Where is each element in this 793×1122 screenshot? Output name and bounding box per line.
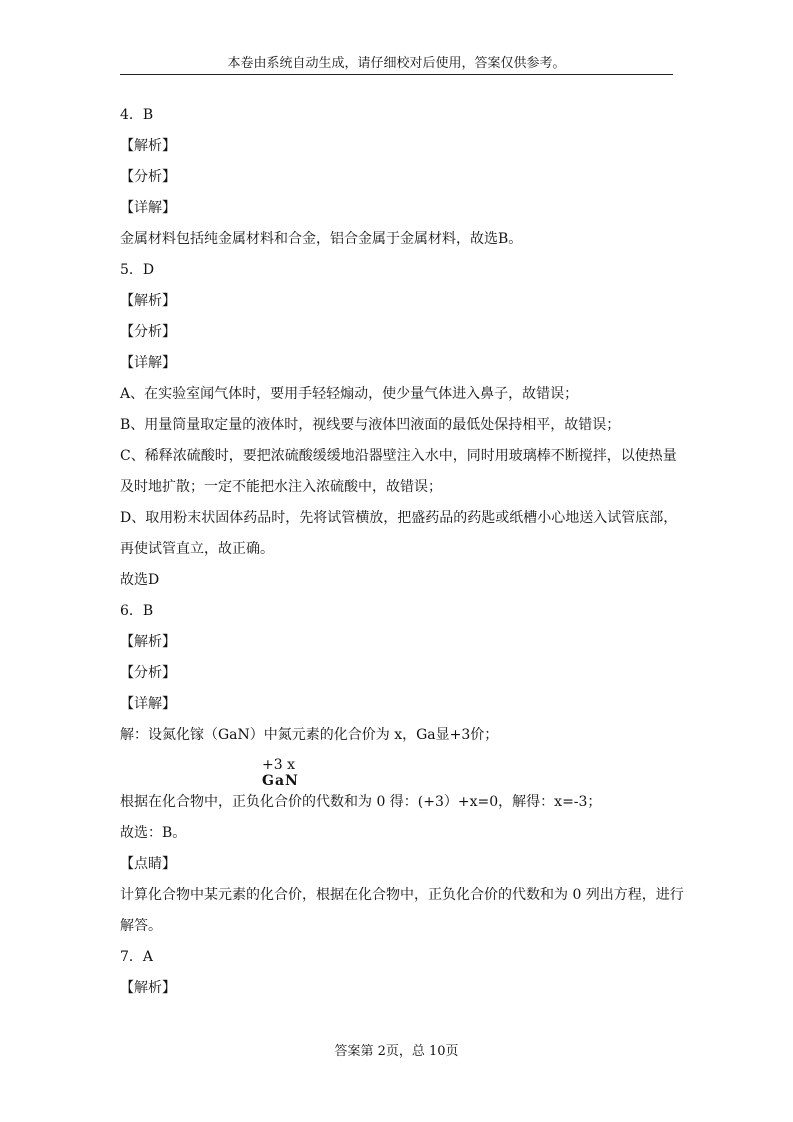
answer-heading: 4．B	[120, 107, 154, 123]
section-label-xiangjie: 【详解】	[120, 696, 176, 712]
body-text: 解答。	[120, 918, 162, 934]
body-text: C、稀释浓硫酸时，要把浓硫酸缓缓地沿器壁注入水中，同时用玻璃棒不断搅拌，以使热量	[120, 448, 677, 464]
body-text: B、用量筒量取定量的液体时，视线要与液体凹液面的最低处保持相平，故错误；	[120, 417, 621, 433]
section-label-dianjing: 【点睛】	[120, 856, 176, 872]
body-text: 解：设氮化镓（GaN）中氮元素的化合价为 x，Ga显+3价；	[120, 727, 499, 743]
valence-annotation: +3 x	[262, 757, 295, 773]
section-label-fenxi: 【分析】	[120, 665, 176, 681]
answer-heading: 5．D	[120, 262, 155, 278]
section-label-jiexi: 【解析】	[120, 634, 176, 650]
answer-heading: 7．A	[120, 949, 154, 965]
body-text: 再使试管直立，故正确。	[120, 541, 274, 557]
chemical-formula: GaN	[262, 773, 299, 789]
section-label-fenxi: 【分析】	[120, 169, 176, 185]
section-label-jiexi: 【解析】	[120, 980, 176, 996]
page-footer: 答案第 2页，总 10页	[334, 1044, 459, 1059]
body-text: 及时地扩散；一定不能把水注入浓硫酸中，故错误；	[120, 479, 442, 495]
body-text: 计算化合物中某元素的化合价，根据在化合物中，正负化合价的代数和为 0 列出方程，进行	[120, 887, 684, 903]
body-text: A、在实验室闻气体时，要用手轻轻煽动，使少量气体进入鼻子，故错误；	[120, 386, 579, 402]
section-label-xiangjie: 【详解】	[120, 355, 176, 371]
body-text: 故选D	[120, 572, 160, 588]
page-header: 本卷由系统自动生成，请仔细校对后使用，答案仅供参考。	[227, 56, 566, 71]
body-text: 金属材料包括纯金属材料和合金，铝合金属于金属材料，故选B。	[120, 231, 523, 247]
body-text: D、取用粉末状固体药品时，先将试管横放，把盛药品的药匙或纸槽小心地送入试管底部，	[120, 510, 678, 526]
header-divider	[120, 74, 673, 75]
formula-spacer	[120, 751, 678, 787]
body-text: 故选：B。	[120, 825, 187, 841]
answer-content	[120, 100, 684, 1004]
valence-formula	[262, 757, 299, 789]
section-label-fenxi: 【分析】	[120, 324, 176, 340]
section-label-jiexi: 【解析】	[120, 293, 176, 309]
section-label-jiexi: 【解析】	[120, 138, 176, 154]
body-text: 根据在化合物中，正负化合价的代数和为 0 得：(+3）+x=0，解得：x=-3；	[120, 794, 602, 810]
answer-heading: 6．B	[120, 603, 154, 619]
section-label-xiangjie: 【详解】	[120, 200, 176, 216]
